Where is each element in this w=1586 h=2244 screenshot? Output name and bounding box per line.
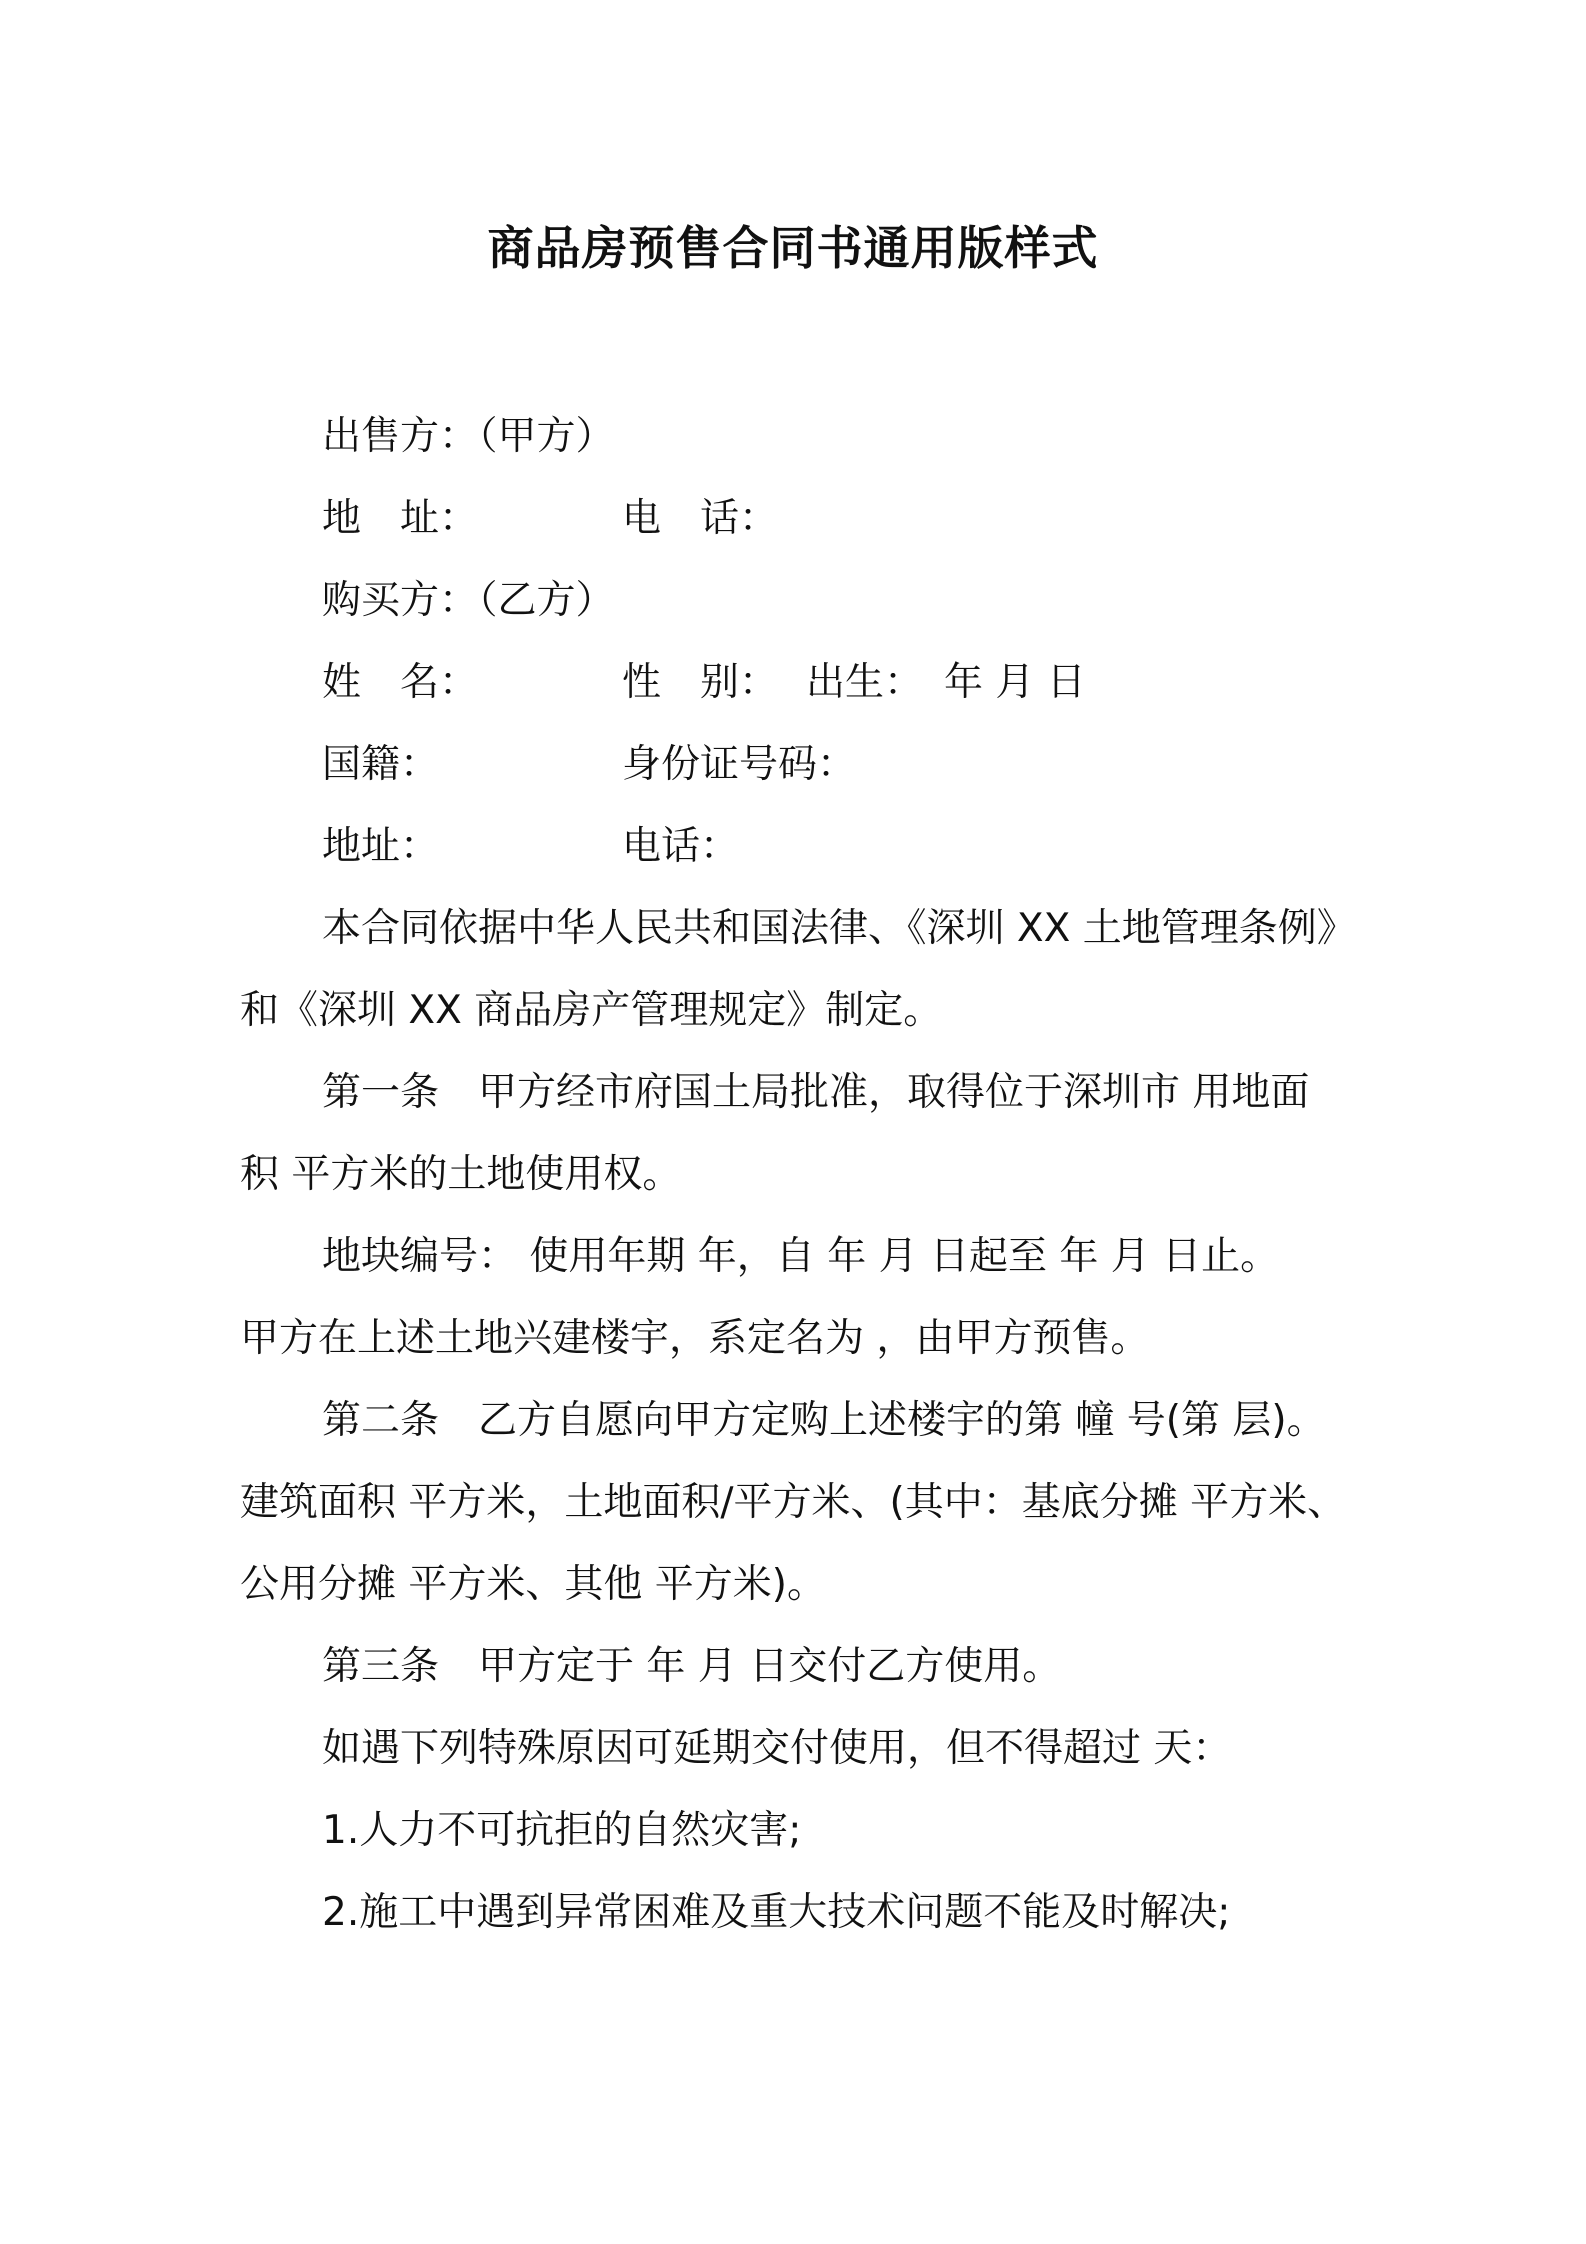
buyer-phone-label: 电话： [622,824,740,869]
body-line: 2.施工中遇到异常困难及重大技术问题不能及时解决; [322,1890,1231,1935]
buyer-nationality-label: 国籍： [322,742,440,787]
body-line: 第三条 甲方定于 年 月 日交付乙方使用。 [322,1644,1062,1689]
document-title: 商品房预售合同书通用版样式 [487,221,1099,275]
body-line: 地块编号： 使用年期 年，自 年 月 日起至 年 月 日止。 [322,1234,1280,1279]
buyer-label: 购买方：（乙方） [322,578,615,623]
body-line: 建筑面积 平方米，土地面积/平方米、(其中：基底分摊 平方米、 [240,1480,1347,1525]
body-line: 如遇下列特殊原因可延期交付使用，但不得超过 天： [322,1726,1232,1771]
seller-phone-label: 电 话： [622,496,779,541]
buyer-birth-date: 年 月 日 [944,660,1086,705]
buyer-address-label: 地址： [322,824,440,869]
body-line: 积 平方米的土地使用权。 [240,1152,682,1197]
body-line: 第一条 甲方经市府国土局批准，取得位于深圳市 用地面 [322,1070,1310,1115]
body-line: 本合同依据中华人民共和国法律、《深圳 XX 土地管理条例》 [322,906,1356,951]
seller-label: 出售方：（甲方） [322,414,615,459]
body-line: 第二条 乙方自愿向甲方定购上述楼宇的第 幢 号(第 层)。 [322,1398,1326,1443]
buyer-name-label: 姓 名： [322,660,479,705]
buyer-birth-label: 出生： [806,660,924,705]
seller-address-label: 地 址： [322,496,479,541]
body-line: 和《深圳 XX 商品房产管理规定》制定。 [240,988,943,1033]
buyer-gender-label: 性 别： [622,660,779,705]
body-line: 甲方在上述土地兴建楼宇，系定名为 ，由甲方预售。 [240,1316,1150,1361]
body-line: 1.人力不可抗拒的自然灾害; [322,1808,802,1853]
buyer-id-label: 身份证号码： [622,742,857,787]
body-line: 公用分摊 平方米、其他 平方米)。 [240,1562,827,1607]
